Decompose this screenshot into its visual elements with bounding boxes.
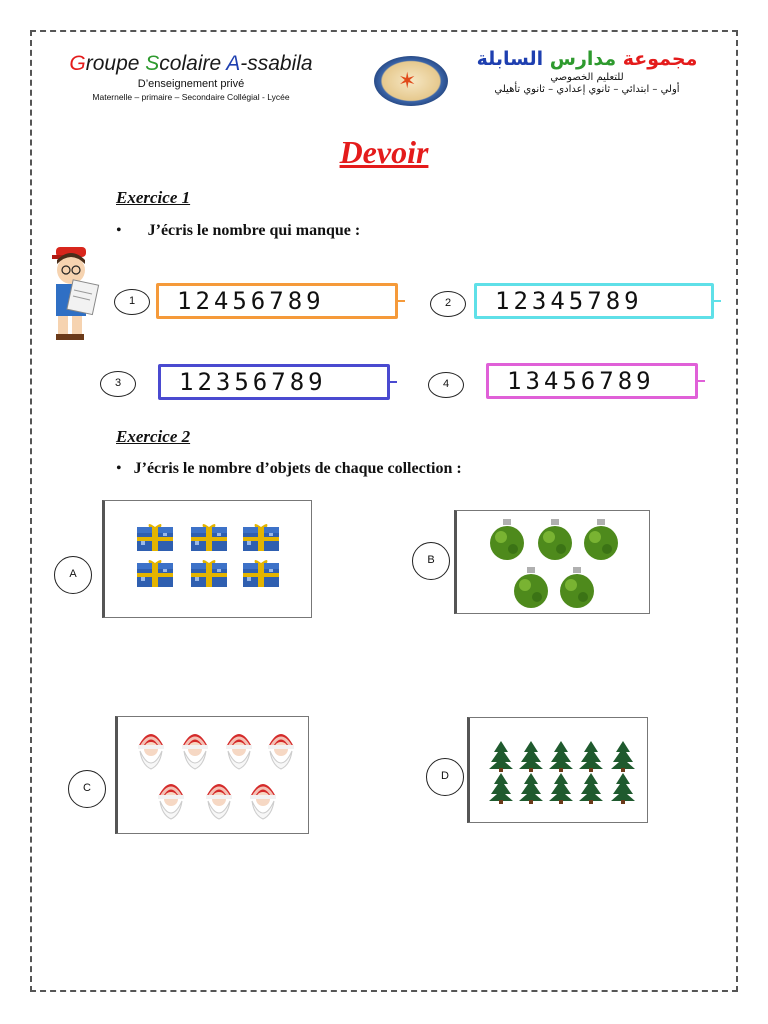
sequence-tick <box>714 300 721 302</box>
collection-a-box <box>102 500 312 618</box>
green-ornament-icon <box>581 519 621 561</box>
green-ornament-icon <box>557 567 597 609</box>
santa-head-icon <box>264 725 298 771</box>
christmas-tree-icon <box>518 740 544 772</box>
school-name: Groupe Scolaire A-ssabila <box>69 52 313 75</box>
star-icon: ✶ <box>398 68 417 93</box>
gift-box-icon <box>241 523 281 553</box>
christmas-tree-icon <box>488 772 514 804</box>
collection-label-d: D <box>426 758 464 796</box>
sequence-label-2: 2 <box>430 291 466 317</box>
gift-box-icon <box>189 559 229 589</box>
green-ornament-icon <box>487 519 527 561</box>
green-ornament-icon <box>535 519 575 561</box>
sequence-tick <box>398 300 405 302</box>
collection-c-box <box>115 716 309 834</box>
collection-label-b: B <box>412 542 450 580</box>
arabic-levels: أولي – ابتدائي – ثانوي إعدادي – ثانوي تأهيلي <box>494 84 680 95</box>
santa-head-icon <box>154 775 188 821</box>
sequence-label-4: 4 <box>428 372 464 398</box>
gift-box-icon <box>135 559 175 589</box>
santa-head-icon <box>222 725 256 771</box>
exercise-1-instruction: • J’écris le nombre qui manque : <box>116 222 361 239</box>
page-title: Devoir <box>339 134 429 170</box>
christmas-tree-icon <box>518 772 544 804</box>
collection-label-a: A <box>54 556 92 594</box>
exercise-1-heading: Exercice 1 <box>116 188 191 207</box>
christmas-tree-icon <box>610 772 636 804</box>
exercise-2-heading: Exercice 2 <box>116 427 191 446</box>
green-ornament-icon <box>511 567 551 609</box>
christmas-tree-icon <box>548 740 574 772</box>
gift-box-icon <box>135 523 175 553</box>
school-subtitle: D’enseignement privé <box>137 78 245 90</box>
exercise-2-instruction: • J’écris le nombre d’objets de chaque collection : <box>116 460 462 477</box>
collection-b-box <box>454 510 650 614</box>
arabic-subtitle: للتعليم الخصوصي <box>550 72 624 83</box>
collection-label-c: C <box>68 770 106 808</box>
sequence-label-1: 1 <box>114 289 150 315</box>
sequence-label-3: 3 <box>100 371 136 397</box>
gift-box-icon <box>241 559 281 589</box>
collection-d-box <box>467 717 648 823</box>
christmas-tree-icon <box>548 772 574 804</box>
santa-head-icon <box>178 725 212 771</box>
christmas-tree-icon <box>578 772 604 804</box>
cartoon-boy-reading-icon <box>44 244 104 344</box>
sequence-tick <box>698 380 705 382</box>
school-logo <box>374 56 448 106</box>
santa-head-icon <box>134 725 168 771</box>
santa-head-icon <box>202 775 236 821</box>
school-levels: Maternelle – primaire – Secondaire Collégial - Lycée <box>92 92 290 102</box>
school-header-ar <box>462 48 712 95</box>
santa-head-icon <box>246 775 280 821</box>
gift-box-icon <box>189 523 229 553</box>
sequence-tick <box>390 381 397 383</box>
number-sequence-4: 13456789 <box>486 363 698 399</box>
christmas-tree-icon <box>578 740 604 772</box>
number-sequence-3: 12356789 <box>158 364 390 400</box>
christmas-tree-icon <box>488 740 514 772</box>
arabic-school-name: مجموعة مدارس السابلة <box>476 48 698 70</box>
school-header-fr <box>56 52 326 102</box>
number-sequence-2: 12345789 <box>474 283 714 319</box>
christmas-tree-icon <box>610 740 636 772</box>
number-sequence-1: 12456789 <box>156 283 398 319</box>
